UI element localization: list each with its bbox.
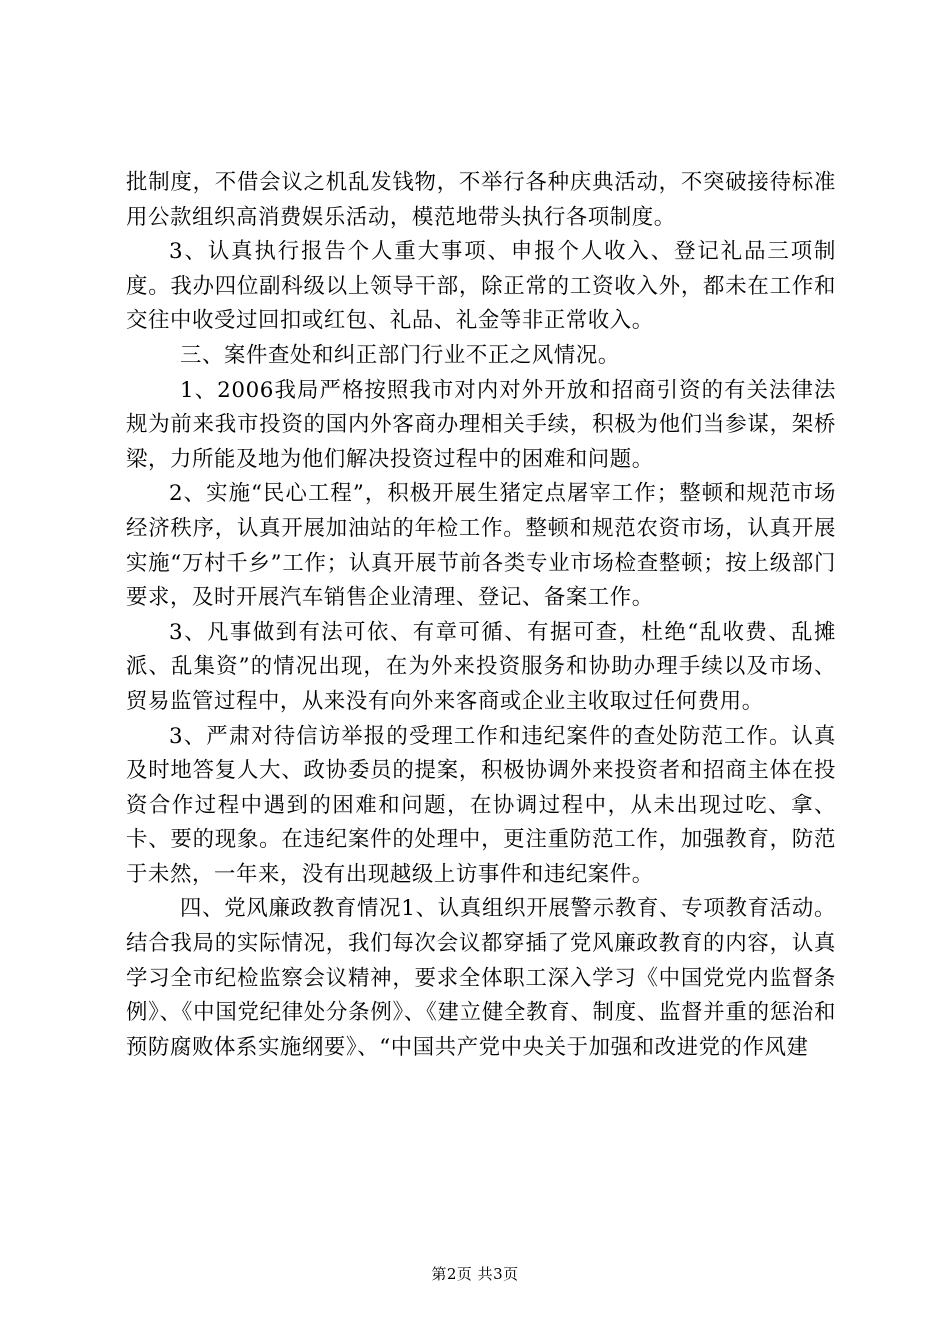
paragraph-item-3-compliance: 3、凡事做到有法可依、有章可循、有据可查，杜绝“乱收费、乱摊派、乱集资”的情况出现，在为外来投资服务和协助办理手续以及市场、贸易监管过程中，从来没有向外来客商或企业主收取过任何费用。 <box>126 619 836 714</box>
document-body <box>126 166 836 1065</box>
paragraph-item-3-declaration: 3、认真执行报告个人重大事项、申报个人收入、登记礼品三项制度。我办四位副科级以上领导干部，除正常的工资收入外，都未在工作和交往中收受过回扣或红包、礼品、礼金等非正常收入。 <box>126 239 836 334</box>
paragraph-item-1-investment: 1、2006我局严格按照我市对内对外开放和招商引资的有关法律法规为前来我市投资的国内外客商办理相关手续，积极为他们当参谋，架桥梁，力所能及地为他们解决投资过程中的困难和问题。 <box>126 377 836 472</box>
paragraph-continuation: 批制度，不借会议之机乱发钱物，不举行各种庆典活动，不突破接待标准用公款组织高消费娱乐活动，模范地带头执行各项制度。 <box>126 170 836 230</box>
paragraph-item-2-livelihood: 2、实施“民心工程”，积极开展生猪定点屠宰工作；整顿和规范市场经济秩序，认真开展加油站的年检工作。整顿和规范农资市场，认真开展实施“万村千乡”工作；认真开展节前各类专业市场检查整顿；按上级部门要求，及时开展汽车销售企业清理、登记、备案工作。 <box>126 481 836 611</box>
section-heading-case-handling: 三、案件查处和纠正部门行业不正之风情况。 <box>180 342 620 368</box>
page-number-footer: 第2页 共3页 <box>431 1265 519 1283</box>
paragraph-item-3-petitions: 3、严肃对待信访举报的受理工作和违纪案件的查处防范工作。认真及时地答复人大、政协委员的提案，积极协调外来投资者和招商主体在投资合作过程中遇到的困难和问题，在协调过程中，从未出现过吃、拿、卡、要的现象。在违纪案件的处理中，更注重防范工作，加强教育，防范于未然，一年来，没有出现越级上访事件和违纪案件。 <box>126 723 836 887</box>
section-heading-education: 四、党风廉政教育情况1、认真组织开展警示教育、专项教育活动。结合我局的实际情况，我们每次会议都穿插了党风廉政教育的内容，认真学习全市纪检监察会议精神，要求全体职工深入学习《中国党党内监督条例》、《中国党纪律处分条例》、《建立健全教育、制度、监督并重的惩治和预防腐败体系实施纲要》、“中国共产党中央关于加强和改进党的作风建 <box>126 896 836 1060</box>
